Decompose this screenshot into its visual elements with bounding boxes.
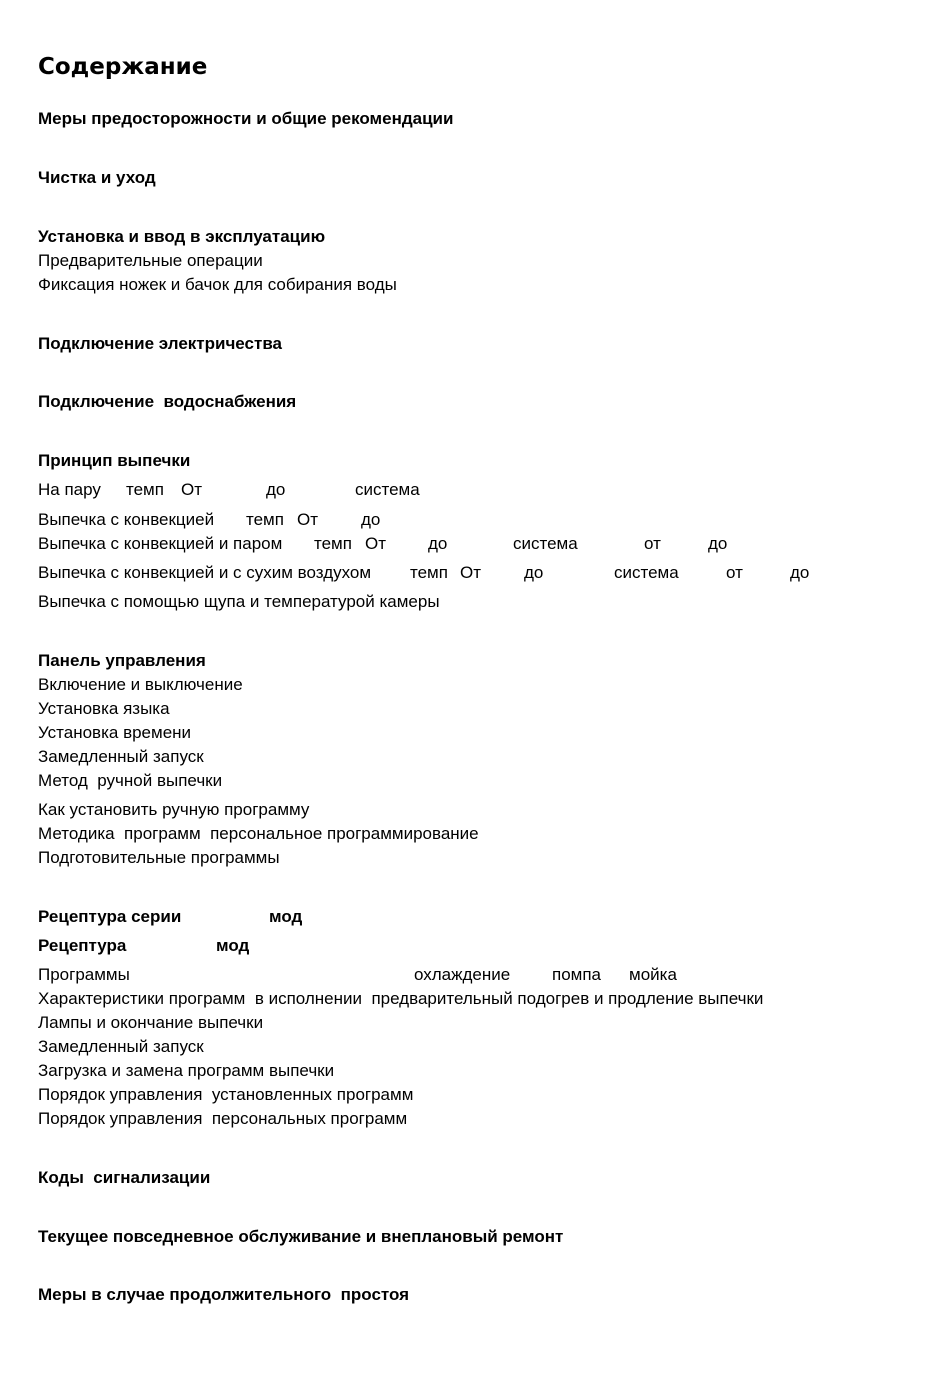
toc-heading-electric[interactable]: Подключение электричества	[38, 334, 283, 353]
programs-label: Программы	[38, 965, 130, 984]
toc-heading-maintenance[interactable]: Текущее повседневное обслуживание и внеплановый ремонт	[38, 1227, 564, 1246]
toc-heading-water[interactable]: Подключение водоснабжения	[38, 392, 297, 411]
range-from-label: От	[297, 510, 319, 529]
toc-heading-control-panel[interactable]: Панель управления	[38, 651, 206, 670]
cooling-label: охлаждение	[414, 965, 511, 984]
toc-item[interactable]: Подготовительные программы	[38, 848, 280, 867]
toc-item[interactable]: Лампы и окончание выпечки	[38, 1013, 264, 1032]
system-label: система	[614, 563, 679, 582]
toc-item[interactable]: Установка времени	[38, 723, 192, 742]
model-label: мод	[269, 907, 303, 926]
toc-heading-installation[interactable]: Установка и ввод в эксплуатацию	[38, 227, 326, 246]
toc-heading-cleaning[interactable]: Чистка и уход	[38, 168, 156, 187]
range-to-label: до	[266, 480, 286, 499]
range-to-label: до	[524, 563, 544, 582]
toc-item[interactable]: Как установить ручную программу	[38, 800, 310, 819]
system-label: система	[513, 534, 578, 553]
toc-heading-recipe[interactable]	[38, 935, 898, 957]
system-to-label: до	[790, 563, 810, 582]
toc-item[interactable]: Фиксация ножек и бачок для собирания воды	[38, 275, 397, 294]
mode-name: На пару	[38, 480, 101, 499]
range-from-label: От	[365, 534, 387, 553]
temp-label: темп	[126, 480, 164, 499]
toc-item-convection-dry[interactable]	[38, 562, 898, 584]
toc-item[interactable]: Замедленный запуск	[38, 1037, 204, 1056]
toc-item[interactable]: Методика программ персональное программирование	[38, 824, 479, 843]
toc-item[interactable]: Предварительные операции	[38, 251, 263, 270]
mode-name: Выпечка с конвекцией	[38, 510, 215, 529]
system-to-label: до	[708, 534, 728, 553]
heading-label: Рецептура	[38, 936, 127, 955]
toc-heading-recipe-series[interactable]	[38, 906, 898, 928]
pump-label: помпа	[552, 965, 602, 984]
toc-item[interactable]: Порядок управления установленных программ	[38, 1085, 414, 1104]
wash-label: мойка	[629, 965, 677, 984]
system-from-label: от	[644, 534, 661, 553]
range-to-label: до	[361, 510, 381, 529]
temp-label: темп	[246, 510, 284, 529]
toc-item[interactable]: Порядок управления персональных программ	[38, 1109, 408, 1128]
toc-item[interactable]: Характеристики программ в исполнении предварительный подогрев и продление выпечки	[38, 989, 764, 1008]
toc-heading-precautions[interactable]: Меры предосторожности и общие рекомендации	[38, 109, 454, 128]
toc-item-programs[interactable]	[38, 964, 898, 986]
heading-label: Рецептура серии	[38, 907, 182, 926]
toc-item-convection-steam[interactable]	[38, 533, 898, 555]
model-label: мод	[216, 936, 250, 955]
range-to-label: до	[428, 534, 448, 553]
toc-heading-baking[interactable]: Принцип выпечки	[38, 451, 191, 470]
toc-item[interactable]: Загрузка и замена программ выпечки	[38, 1061, 335, 1080]
toc-item[interactable]: Замедленный запуск	[38, 747, 204, 766]
toc-item[interactable]: Метод ручной выпечки	[38, 771, 223, 790]
temp-label: темп	[410, 563, 448, 582]
toc-heading-downtime[interactable]: Меры в случае продолжительного простоя	[38, 1285, 410, 1304]
system-from-label: от	[726, 563, 743, 582]
page-title: Содержание	[38, 54, 208, 80]
toc-item-convection[interactable]	[38, 509, 898, 531]
temp-label: темп	[314, 534, 352, 553]
toc-item-steam[interactable]	[38, 479, 898, 501]
toc-item[interactable]: Включение и выключение	[38, 675, 243, 694]
range-from-label: От	[460, 563, 482, 582]
toc-heading-alarm-codes[interactable]: Коды сигнализации	[38, 1168, 211, 1187]
toc-item[interactable]: Установка языка	[38, 699, 170, 718]
toc-item-probe[interactable]: Выпечка с помощью щупа и температурой камеры	[38, 592, 440, 611]
system-label: система	[355, 480, 420, 499]
mode-name: Выпечка с конвекцией и паром	[38, 534, 283, 553]
mode-name: Выпечка с конвекцией и с сухим воздухом	[38, 563, 372, 582]
range-from-label: От	[181, 480, 203, 499]
